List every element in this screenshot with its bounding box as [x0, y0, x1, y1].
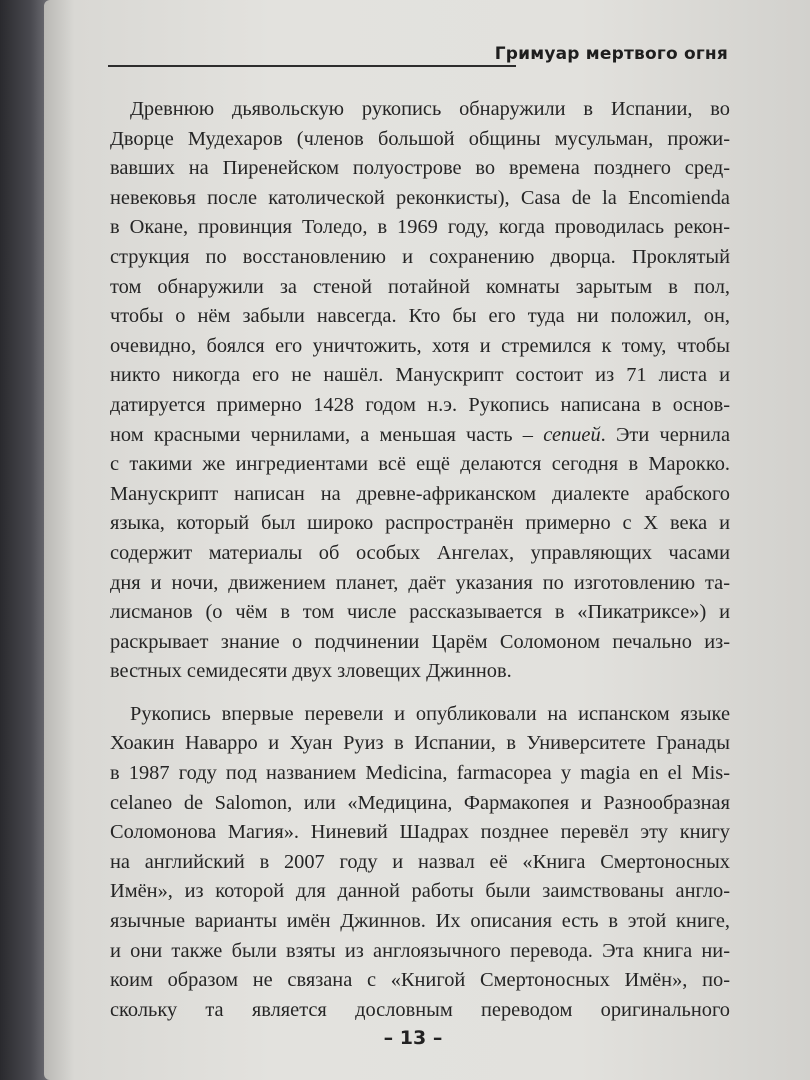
text-line: Соломонова Магия». Ниневий Шадрах позднее перевёл эту книгу [110, 821, 730, 844]
text-line: скольку та является дословным переводом оригинального [110, 998, 730, 1021]
text-line: celaneo de Salomon, или «Медицина, Фармакопея и Разнообразная [110, 791, 730, 814]
text-line: раскрывает знание о подчинении Царём Соломоном печально из- [110, 630, 730, 653]
text-line: вавших на Пиренейском полуострове во времена позднего сред- [110, 157, 730, 180]
text-line: дня и ночи, движением планет, даёт указания по изготовлению та- [110, 571, 730, 594]
text-line: датируется примерно 1428 годом н.э. Рукопись написана в основ- [110, 393, 730, 416]
text-line: Рукопись впервые перевели и опубликовали на испанском языке [130, 702, 730, 725]
running-header [108, 40, 728, 72]
text-line: Имён», из которой для данной работы были заимствованы англо- [110, 880, 730, 903]
paragraph [110, 700, 730, 1026]
text-line: никто никогда его не нашёл. Манускрипт состоит из 71 листа и [110, 364, 730, 387]
text-line: Хоакин Наварро и Хуан Руиз в Испании, в Университете Гранады [110, 732, 730, 755]
text-line: коим образом не связана с «Книгой Смертоносных Имён», по- [110, 969, 730, 992]
text-line: на английский в 2007 году и назвал её «Книга Смертоносных [110, 850, 730, 873]
text-line: Древнюю дьявольскую рукопись обнаружили в Испании, во [130, 98, 730, 120]
text-line: содержит материалы об особых Ангелах, управляющих часами [110, 541, 730, 564]
text-line: в Окане, провинция Толедо, в 1969 году, когда проводилась рекон- [110, 216, 730, 239]
page-number: – 13 – [383, 1027, 443, 1049]
text-line: лисманов (о чём в том числе рассказывается в «Пикатриксе») и [110, 601, 730, 624]
text-line: языка, который был широко распространён примерно с X века и [110, 512, 730, 535]
text-line: язычные варианты имён Джиннов. Их описания есть в этой книге, [110, 910, 730, 933]
text-line: в 1987 году под названием Medicina, farmacopea y magia en el Mis- [110, 762, 730, 785]
text-line: чтобы о нём забыли навсегда. Кто бы его туда ни положил, он, [110, 305, 730, 328]
text-line: Манускрипт написан на древне-африканском диалекте арабского [110, 482, 730, 505]
text-line: с такими же ингредиентами всё ещё делаются сегодня в Марокко. [110, 453, 730, 476]
text-line: ном красными чернилами, а меньшая часть – сепией. Эти чернила [110, 423, 730, 446]
body-text [110, 95, 730, 1025]
running-header-title: Гримуар мертвого огня [494, 44, 728, 64]
paragraph-gap [110, 687, 730, 700]
paragraph [110, 95, 730, 687]
text-line: струкция по восстановлению и сохранению дворца. Проклятый [110, 245, 730, 268]
text-line: Дворце Мудехаров (членов большой общины мусульман, прожи- [110, 127, 730, 150]
text-line: вестных семидесяти двух зловещих Джиннов. [110, 660, 512, 683]
text-line: невековья после католической реконкисты), Casa de la Encomienda [110, 186, 730, 209]
text-line: том обнаружили за стеной потайной комнаты зарытым в пол, [110, 275, 730, 298]
text-line: очевидно, боялся его уничтожить, хотя и стремился к тому, чтобы [110, 334, 730, 357]
header-rule [108, 65, 516, 67]
text-line: и они также были взяты из англоязычного перевода. Эта книга ни- [110, 939, 730, 962]
